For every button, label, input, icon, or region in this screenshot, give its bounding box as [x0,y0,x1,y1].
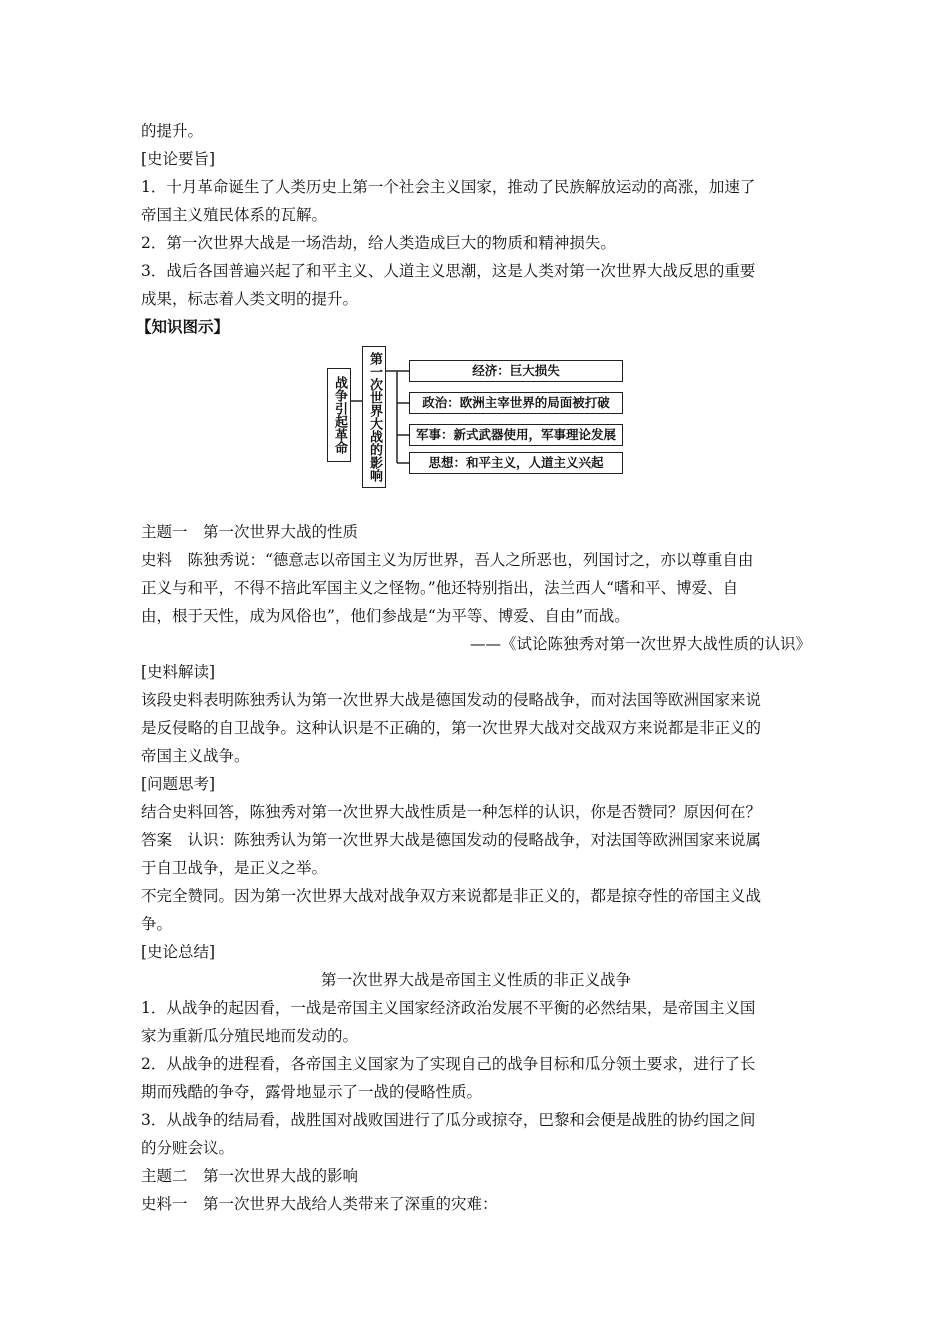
topic-1-heading: 主题一 第一次世界大战的性质 [141,523,359,541]
source-line-2: 正义与和平，不得不掊此军国主义之怪物。”他还特别指出，法兰西人“嗜和平、博爱、自 [141,579,739,597]
summary-heading: [史论总结] [141,943,216,961]
answer-line-3: 不完全赞同。因为第一次世界大战对战争双方来说都是非正义的，都是掠夺性的帝国主义战 [141,887,762,905]
point-1-line-2: 帝国主义殖民体系的瓦解。 [141,206,328,224]
answer-line-2: 于自卫战争，是正义之举。 [141,859,328,877]
ww1-impact-box: 第一次世界大战的影响 [362,346,386,488]
interpretation-line-1: 该段史料表明陈独秀认为第一次世界大战是德国发动的侵略战争，而对法国等欧洲国家来说 [141,691,762,709]
interpretation-line-3: 帝国主义战争。 [141,747,250,765]
knowledge-diagram [325,346,625,488]
section-heading-shilun-yaozhi: [史论要旨] [141,150,216,168]
point-3-line-2: 成果，标志着人类文明的提升。 [141,290,359,308]
text-line-continuation: 的提升。 [141,122,204,140]
point-2: 2．第一次世界大战是一场浩劫，给人类造成巨大的物质和精神损失。 [141,234,616,252]
point-1-line-1: 1．十月革命诞生了人类历史上第一个社会主义国家，推动了民族解放运动的高涨，加速了 [141,178,756,196]
topic-2-heading: 主题二 第一次世界大战的影响 [141,1167,359,1185]
source-interpretation-heading: [史料解读] [141,663,216,681]
summary-point-1-line-2: 家为重新瓜分殖民地而发动的。 [141,1027,359,1045]
branch-thought: 思想：和平主义，人道主义兴起 [409,452,623,474]
summary-title: 第一次世界大战是帝国主义性质的非正义战争 [320,971,631,989]
answer-line-1: 答案 认识：陈独秀认为第一次世界大战是德国发动的侵略战争，对法国等欧洲国家来说属 [141,831,762,849]
summary-point-1-line-1: 1．从战争的起因看，一战是帝国主义国家经济政治发展不平衡的必然结果，是帝国主义国 [141,999,756,1017]
summary-point-3-line-2: 的分赃会议。 [141,1139,235,1157]
question-text: 结合史料回答，陈独秀对第一次世界大战性质是一种怎样的认识，你是否赞同？原因何在？ [141,803,762,821]
answer-line-4: 争。 [141,915,173,933]
branch-politics: 政治：欧洲主宰世界的局面被打破 [409,392,623,414]
war-caused-revolution-box: 战争引起革命 [327,368,351,462]
knowledge-diagram-heading: 【知识图示】 [136,317,230,336]
summary-point-2-line-1: 2．从战争的进程看，各帝国主义国家为了实现自己的战争目标和瓜分领土要求，进行了长 [141,1055,756,1073]
summary-point-2-line-2: 期而残酷的争夺，露骨地显示了一战的侵略性质。 [141,1083,483,1101]
source-line-3: 由，根于天性，成为风俗也”，他们参战是“为平等、博爱、自由”而战。 [141,607,630,625]
source-1-intro: 史料一 第一次世界大战给人类带来了深重的灾难： [141,1195,498,1213]
interpretation-line-2: 是反侵略的自卫战争。这种认识是不正确的，第一次世界大战对交战双方来说都是非正义的 [141,719,762,737]
summary-point-3-line-1: 3．从战争的结局看，战胜国对战败国进行了瓜分或掠夺，巴黎和会便是战胜的协约国之间 [141,1111,756,1129]
point-3-line-1: 3．战后各国普遍兴起了和平主义、人道主义思潮，这是人类对第一次世界大战反思的重要 [141,262,756,280]
question-heading: [问题思考] [141,775,216,793]
branch-economy: 经济：巨大损失 [409,360,623,382]
branch-military: 军事：新式武器使用，军事理论发展 [409,424,623,446]
source-citation: ——《试论陈独秀对第一次世界大战性质的认识》 [469,635,811,653]
source-line-1: 史料 陈独秀说：“德意志以帝国主义为厉世界，吾人之所恶也，列国讨之，亦以尊重自由 [141,551,754,569]
